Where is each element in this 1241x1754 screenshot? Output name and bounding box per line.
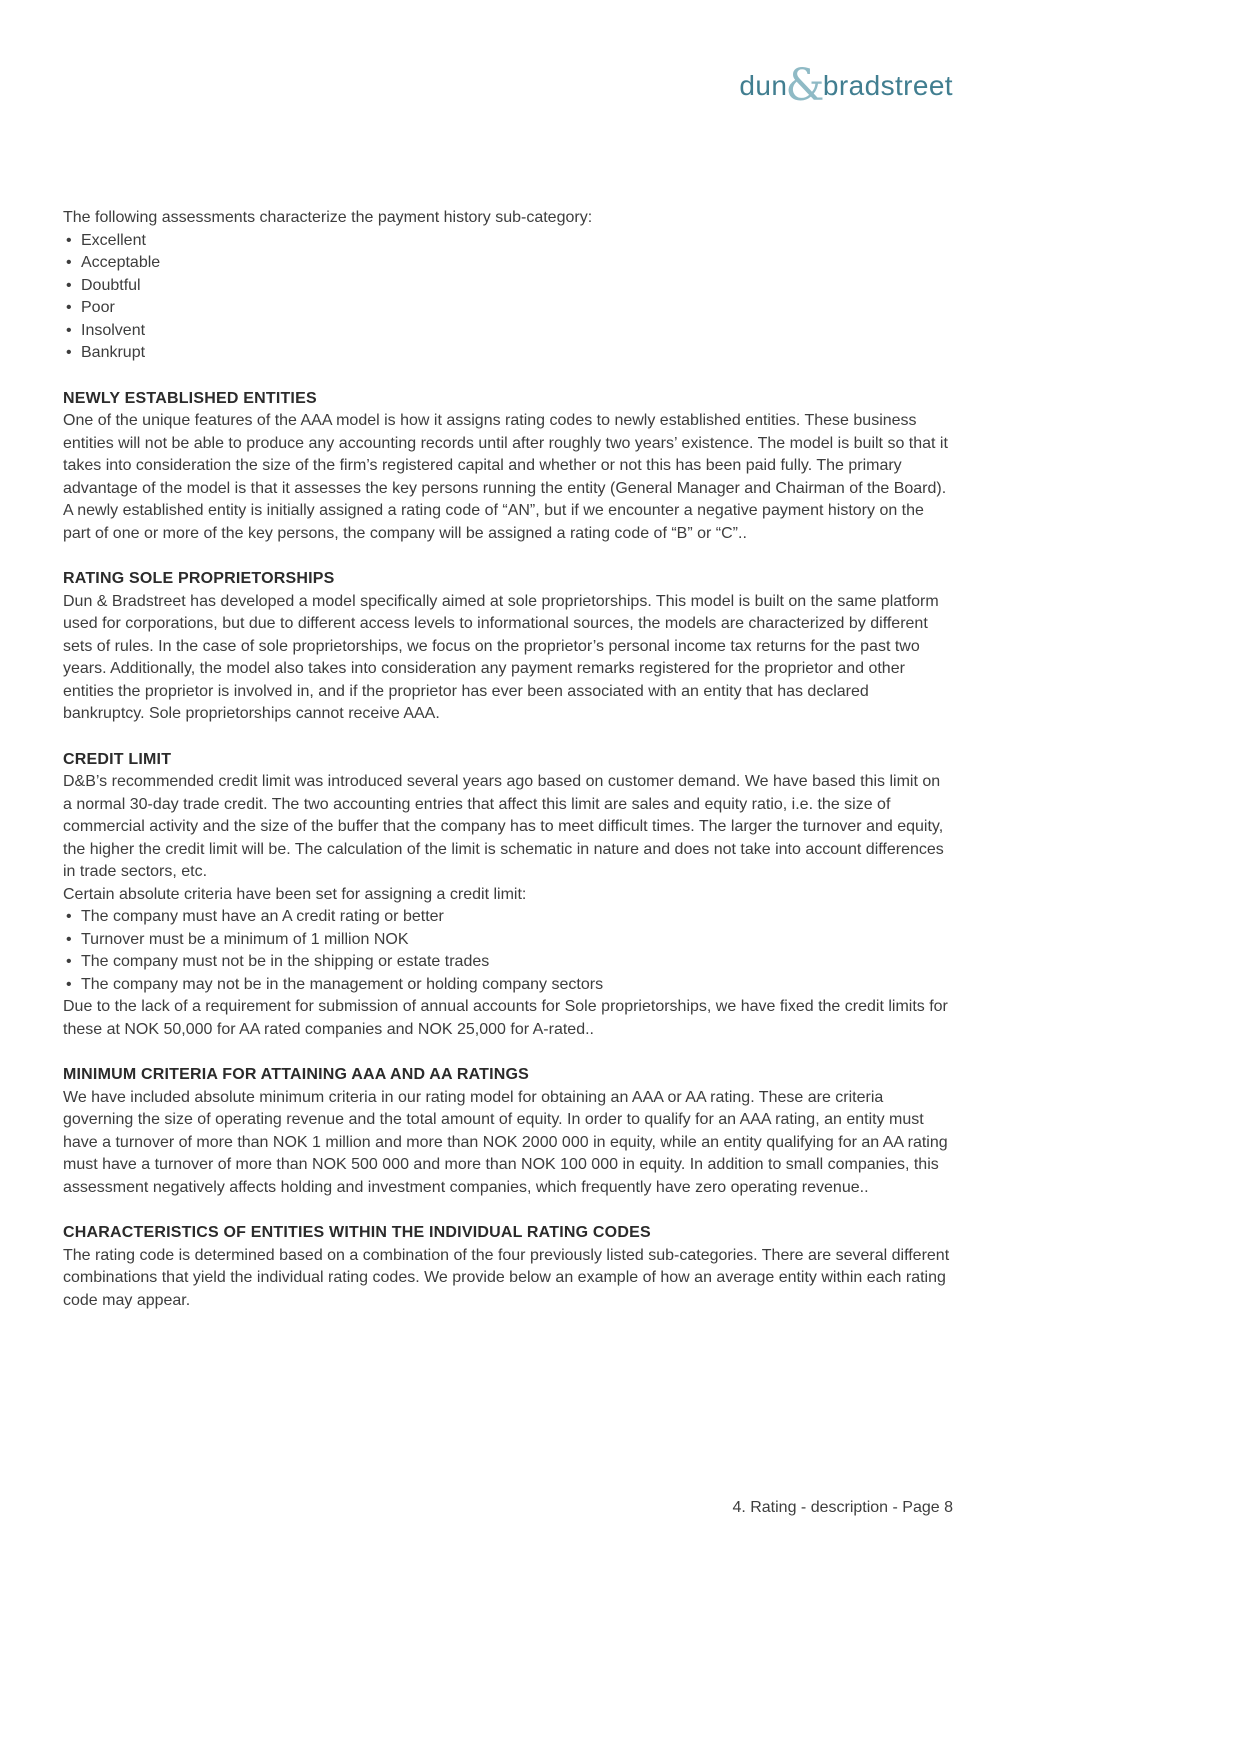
section-heading-newly-established-entities: NEWLY ESTABLISHED ENTITIES	[63, 389, 317, 407]
section-body-newly-established-entities: One of the unique features of the AAA model is how it assigns rating codes to newly established entities. These business entities will not be able to produce any accounting records until after roughly two years’ existence. The model is built so that it takes into consideration the size of the firm’s registered capital and whether or not this has been paid fully. The primary advantage of the model is that it assesses the key persons running the entity (General Manager and Chairman of the Board). A newly established entity is initially assigned a rating code of “AN”, but if we encounter a negative payment history on the part of one or more of the key persons, the company will be assigned a rating code of “B” or “C”..	[63, 412, 948, 542]
document-body	[63, 207, 953, 1312]
payment-history-list	[63, 230, 953, 365]
list-item: • Poor	[63, 297, 953, 320]
list-item: • Turnover must be a minimum of 1 million NOK	[63, 929, 953, 952]
list-item: • Insolvent	[63, 320, 953, 343]
dun-bradstreet-logo: dun & bradstreet	[739, 60, 953, 111]
credit-limit-criteria-intro: Certain absolute criteria have been set for assigning a credit limit:	[63, 885, 527, 903]
list-item: • Excellent	[63, 230, 953, 253]
list-item: • Acceptable	[63, 252, 953, 275]
section-body-credit-limit: D&B’s recommended credit limit was introduced several years ago based on customer demand. We have based this limit on a normal 30-day trade credit. The two accounting entries that affect this limit are sales and equity ratio, i.e. the size of commercial activity and the size of the buffer that the company has to meet difficult times. The larger the turnover and equity, the higher the credit limit will be. The calculation of the limit is schematic in nature and does not take into account differences in trade sectors, etc.	[63, 773, 944, 880]
section-body-minimum-criteria: We have included absolute minimum criteria in our rating model for obtaining an AAA or AA rating. These are criteria governing the size of operating revenue and the total amount of equity. In order to qualify for an AAA rating, an entity must have a turnover of more than NOK 1 million and more than NOK 2000 000 in equity, while an entity qualifying for an AA rating must have a turnover of more than NOK 500 000 and more than NOK 100 000 in equity. In addition to small companies, this assessment negatively affects holding and investment companies, which frequently have zero operating revenue..	[63, 1088, 948, 1196]
payment-history-intro: The following assessments characterize the payment history sub-category:	[63, 209, 593, 226]
list-item: • Doubtful	[63, 275, 953, 298]
section-heading-minimum-criteria: MINIMUM CRITERIA FOR ATTAINING AAA AND AA RATINGS	[63, 1066, 530, 1083]
section-heading-rating-sole-proprietorships: RATING SOLE PROPRIETORSHIPS	[63, 570, 335, 587]
section-body-characteristics: The rating code is determined based on a combination of the four previously listed sub-categories. There are several different combinations that yield the individual rating codes. We provide below an example of how an average entity within each rating code may appear.	[63, 1246, 950, 1309]
list-item: • The company must not be in the shipping or estate trades	[63, 951, 953, 974]
page-footer: 4. Rating - description - Page 8	[732, 1499, 953, 1516]
section-body-rating-sole-proprietorships: Dun & Bradstreet has developed a model specifically aimed at sole proprietorships. This model is built on the same platform used for corporations, but due to different access levels to informational sources, the models are characterized by different sets of rules. In the case of sole proprietorships, we focus on the proprietor’s personal income tax returns for the past two years. Additionally, the model also takes into consideration any payment remarks registered for the proprietor and other entities the proprietor is involved in, and if the proprietor has ever been associated with an entity that has declared bankruptcy. Sole proprietorships cannot receive AAA.	[63, 592, 939, 722]
section-heading-characteristics: CHARACTERISTICS OF ENTITIES WITHIN THE INDIVIDUAL RATING CODES	[63, 1224, 651, 1241]
logo-word-bradstreet: bradstreet	[822, 70, 953, 101]
list-item: • The company must have an A credit rating or better	[63, 906, 953, 929]
list-item: • Bankrupt	[63, 342, 953, 365]
logo-word-dun: dun	[739, 70, 788, 101]
credit-limit-note: Due to the lack of a requirement for submission of annual accounts for Sole proprietorships, we have fixed the credit limits for these at NOK 50,000 for AA rated companies and NOK 25,000 for A-rated..	[63, 998, 948, 1038]
credit-limit-criteria-list	[63, 906, 953, 996]
section-heading-credit-limit: CREDIT LIMIT	[63, 750, 172, 768]
list-item: • The company may not be in the management or holding company sectors	[63, 974, 953, 997]
